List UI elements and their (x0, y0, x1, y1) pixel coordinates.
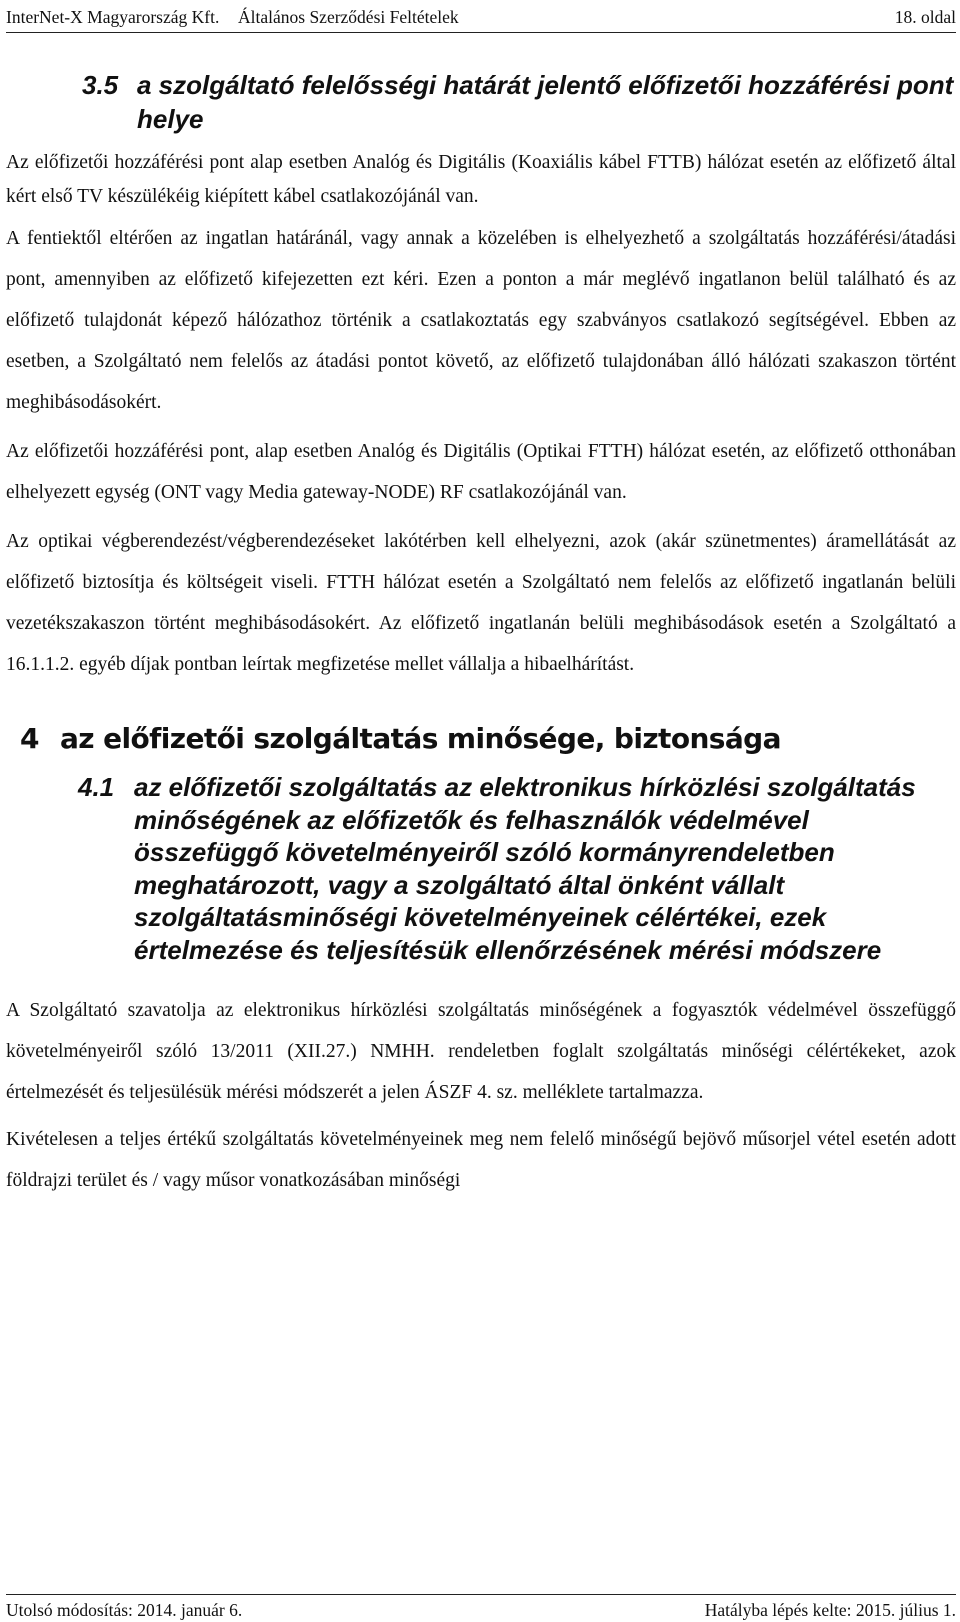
paragraph: A fentiektől eltérően az ingatlan határánál, vagy annak a közelében is elhelyezhető a szolgáltatás hozzáférési/átadási pont, amennyiben az előfizető kifejezetten ezt kéri. Ezen a ponton a már meglévő ingatlanon belül található és az előfizető tulajdonát képező hálózathoz történik a csatlakoztatás egy szabványos csatlakozó segítségével. Ebben az esetben, a Szolgáltató nem felelős az átadási pontot követő, az előfizető tulajdonában álló hálózati szakaszon történt meghibásodásokért. (6, 228, 956, 413)
header-page-number: 18. oldal (894, 7, 956, 27)
footer-effective-date: Hatályba lépés kelte: 2015. július 1. (704, 1600, 956, 1620)
footer-rule (6, 1594, 956, 1595)
section-title: az előfizetői szolgáltatás az elektronikus hírközlési szolgáltatás minőségének az előfizetők és felhasználók védelmével összefüggő követelményeiről szóló kormányrendeletben meghatározott, vagy a szolgáltató által önként vállalt szolgáltatásminőségi követelményeinek célértékei, ezek értelmezése és teljesítésük ellenőrzésének mérési módszere (134, 772, 916, 965)
header-doc-title: Általános Szerződési Feltételek (238, 7, 459, 27)
chapter-title: az előfizetői szolgáltatás minősége, biztonsága (60, 722, 781, 755)
section-number: 4.1 (78, 772, 115, 802)
page-header (6, 6, 956, 34)
paragraph: Kivételesen a teljes értékű szolgáltatás követelményeinek meg nem felelő minőségű bejövő műsorjel vétel esetén adott földrajzi terület és / vagy műsor vonatkozásában minőségi (6, 1129, 956, 1191)
chapter-4-heading (6, 721, 956, 757)
header-company: InterNet-X Magyarország Kft. (6, 7, 220, 27)
paragraph: Az előfizetői hozzáférési pont, alap esetben Analóg és Digitális (Optikai FTTH) hálózat esetén, az előfizető otthonában elhelyezett egység (ONT vagy Media gateway-NODE) RF csatlakozójánál van. (6, 441, 956, 503)
page-content (6, 68, 956, 1201)
section-4-1-heading (6, 771, 956, 966)
header-rule (6, 32, 956, 33)
paragraph: Az előfizetői hozzáférési pont alap esetben Analóg és Digitális (Koaxiális kábel FTTB) hálózat esetén az előfizető által kért első TV készülékéig kiépített kábel csatlakozójánál van. (6, 152, 956, 207)
section-3-5-heading (6, 68, 956, 136)
paragraph: A Szolgáltató szavatolja az elektronikus hírközlési szolgáltatás minőségének a fogyasztók védelmével összefüggő követelményeiről szóló 13/2011 (XII.27.) NMHH. rendeletben foglalt szolgáltatás minőségi célértékeket, azok értelmezését és teljesülésük mérési módszerét a jelen ÁSZF 4. sz. melléklete tartalmazza. (6, 1000, 956, 1103)
section-title: a szolgáltató felelősségi határát jelentő előfizetői hozzáférési pont helye (137, 70, 954, 134)
footer-last-modified: Utolsó módosítás: 2014. január 6. (6, 1600, 243, 1620)
chapter-number: 4 (20, 722, 39, 755)
paragraph: Az optikai végberendezést/végberendezéseket lakótérben kell elhelyezni, azok (akár szünetmentes) áramellátását az előfizető biztosítja és költségeit viseli. FTTH hálózat esetén a Szolgáltató nem felelős az előfizető ingatlanán belüli vezetékszakaszon történt meghibásodásokért. Az előfizető ingatlanán belüli meghibásodások esetén a Szolgáltató a 16.1.1.2. egyéb díjak pontban leírtak megfizetése mellet vállalja a hibaelhárítást. (6, 531, 956, 675)
page-footer (6, 1594, 956, 1620)
section-number: 3.5 (82, 70, 119, 100)
